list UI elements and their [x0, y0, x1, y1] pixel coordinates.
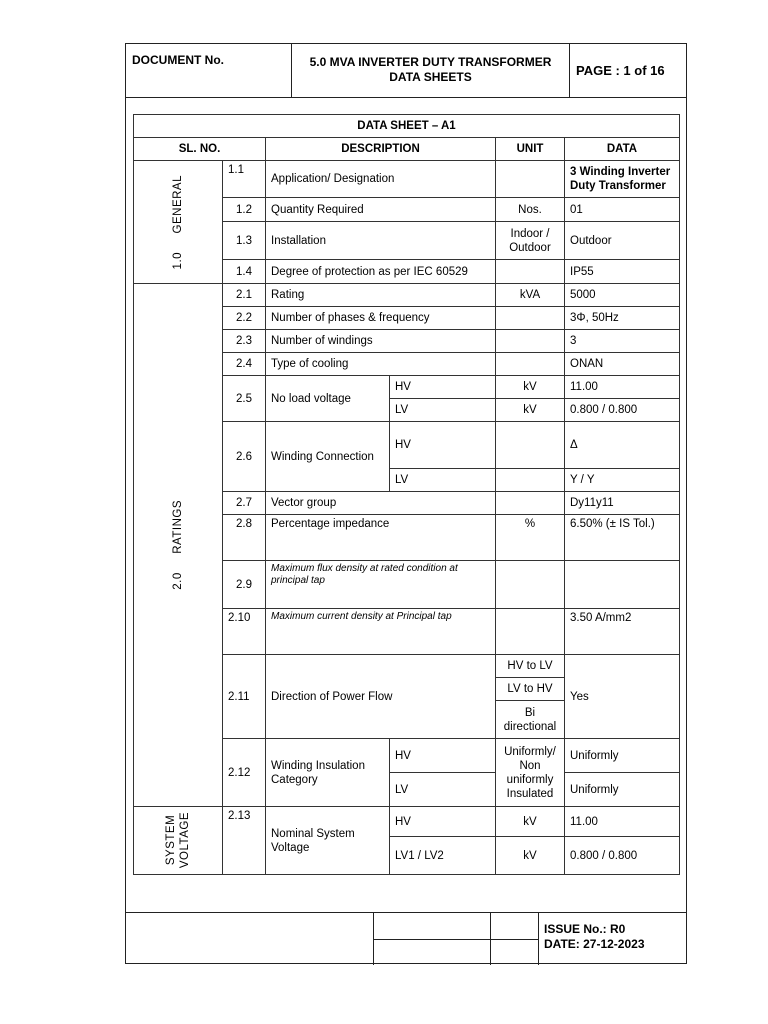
row-unit: HV to LV — [496, 655, 565, 678]
row-number: 2.1 — [223, 284, 266, 307]
row-number: 2.13 — [223, 807, 266, 875]
row-unit — [496, 422, 565, 469]
row-data: ONAN — [565, 353, 680, 376]
row-unit — [496, 609, 565, 655]
row-unit: kV — [496, 376, 565, 399]
row-description: Winding Insulation Category — [266, 739, 390, 807]
row-data: 11.00 — [565, 807, 680, 837]
row-description: Vector group — [266, 492, 496, 515]
row-number: 2.2 — [223, 307, 266, 330]
row-number: 2.9 — [223, 561, 266, 609]
row-number: 1.1 — [223, 161, 266, 198]
issue-block — [544, 922, 645, 952]
row-sub-lv: LV — [390, 773, 496, 807]
issue-number: ISSUE No.: R0 — [544, 922, 626, 936]
row-data: 0.800 / 0.800 — [565, 837, 680, 875]
section-system-voltage — [134, 807, 223, 875]
row-unit — [496, 161, 565, 198]
row-sub-lv: LV1 / LV2 — [390, 837, 496, 875]
row-number: 1.2 — [223, 198, 266, 222]
document-title-line2: DATA SHEETS — [389, 70, 472, 84]
row-data: 0.800 / 0.800 — [565, 399, 680, 422]
row-data — [565, 561, 680, 609]
row-data: Y / Y — [565, 469, 680, 492]
row-number: 2.12 — [223, 739, 266, 807]
row-sub-lv: LV — [390, 399, 496, 422]
row-unit: Bi directional — [496, 701, 565, 739]
row-unit — [496, 353, 565, 376]
table-row — [134, 807, 680, 837]
row-unit: kV — [496, 807, 565, 837]
section-ratings-label: 2.0 RATINGS — [172, 500, 184, 590]
row-unit: Nos. — [496, 198, 565, 222]
row-unit — [496, 469, 565, 492]
row-unit — [496, 260, 565, 284]
row-description: Maximum current density at Principal tap — [266, 609, 496, 655]
col-header-data: DATA — [565, 138, 680, 161]
section-general — [134, 161, 223, 284]
col-header-unit: UNIT — [496, 138, 565, 161]
table-row — [134, 284, 680, 307]
row-data: Uniformly — [565, 773, 680, 807]
row-data: 3 Winding Inverter Duty Transformer — [565, 161, 680, 198]
row-number: 2.10 — [223, 609, 266, 655]
row-unit: kVA — [496, 284, 565, 307]
row-unit: kV — [496, 399, 565, 422]
row-data: Dy11y11 — [565, 492, 680, 515]
document-no-label: DOCUMENT No. — [126, 44, 292, 97]
row-unit: % — [496, 515, 565, 561]
row-sub-hv: HV — [390, 376, 496, 399]
sheet-title: DATA SHEET – A1 — [134, 115, 680, 138]
section-general-label: 1.0 GENERAL — [172, 174, 184, 270]
row-number: 2.5 — [223, 376, 266, 422]
row-description: Percentage impedance — [266, 515, 496, 561]
row-description: No load voltage — [266, 376, 390, 422]
row-number: 1.4 — [223, 260, 266, 284]
row-description: Number of phases & frequency — [266, 307, 496, 330]
row-data: Yes — [565, 655, 680, 739]
section-ratings — [134, 284, 223, 807]
row-description: Installation — [266, 222, 496, 260]
row-data: 6.50% (± IS Tol.) — [565, 515, 680, 561]
row-data: Δ — [565, 422, 680, 469]
row-unit — [496, 561, 565, 609]
row-sub-lv: LV — [390, 469, 496, 492]
section-system-voltage-label: SYSTEM VOLTAGE — [165, 812, 191, 869]
col-header-description: DESCRIPTION — [266, 138, 496, 161]
page-number: PAGE : 1 of 16 — [576, 63, 665, 78]
row-unit: Uniformly/ Non uniformly Insulated — [496, 739, 565, 807]
document-header — [126, 44, 686, 98]
row-number: 2.3 — [223, 330, 266, 353]
row-data: IP55 — [565, 260, 680, 284]
row-data: 01 — [565, 198, 680, 222]
issue-date: DATE: 27-12-2023 — [544, 937, 645, 951]
row-description: Degree of protection as per IEC 60529 — [266, 260, 496, 284]
row-sub-hv: HV — [390, 807, 496, 837]
row-data: 3.50 A/mm2 — [565, 609, 680, 655]
row-unit — [496, 307, 565, 330]
row-description: Quantity Required — [266, 198, 496, 222]
row-data: Outdoor — [565, 222, 680, 260]
col-header-sl-no: SL. NO. — [134, 138, 266, 161]
row-data: 5000 — [565, 284, 680, 307]
row-description: Nominal System Voltage — [266, 807, 390, 875]
row-description: Application/ Designation — [266, 161, 496, 198]
row-description: Maximum flux density at rated condition at principal tap — [266, 561, 496, 609]
table-row — [134, 161, 680, 198]
row-description: Number of windings — [266, 330, 496, 353]
row-description: Rating — [266, 284, 496, 307]
row-data: 3 — [565, 330, 680, 353]
data-sheet-table — [133, 114, 680, 875]
row-number: 2.6 — [223, 422, 266, 492]
document-title-line1: 5.0 MVA INVERTER DUTY TRANSFORMER — [309, 55, 552, 69]
row-number: 2.4 — [223, 353, 266, 376]
row-unit: Indoor / Outdoor — [496, 222, 565, 260]
row-number: 2.11 — [223, 655, 266, 739]
row-unit — [496, 492, 565, 515]
row-sub-hv: HV — [390, 422, 496, 469]
row-number: 2.7 — [223, 492, 266, 515]
document-footer — [126, 912, 686, 965]
row-number: 2.8 — [223, 515, 266, 561]
row-description: Winding Connection — [266, 422, 390, 492]
row-sub-hv: HV — [390, 739, 496, 773]
row-data: 3Φ, 50Hz — [565, 307, 680, 330]
row-unit — [496, 330, 565, 353]
row-data: Uniformly — [565, 739, 680, 773]
row-description: Direction of Power Flow — [266, 655, 496, 739]
row-unit: LV to HV — [496, 678, 565, 701]
row-description: Type of cooling — [266, 353, 496, 376]
row-unit: kV — [496, 837, 565, 875]
document-title — [292, 44, 570, 97]
row-data: 11.00 — [565, 376, 680, 399]
row-number: 1.3 — [223, 222, 266, 260]
